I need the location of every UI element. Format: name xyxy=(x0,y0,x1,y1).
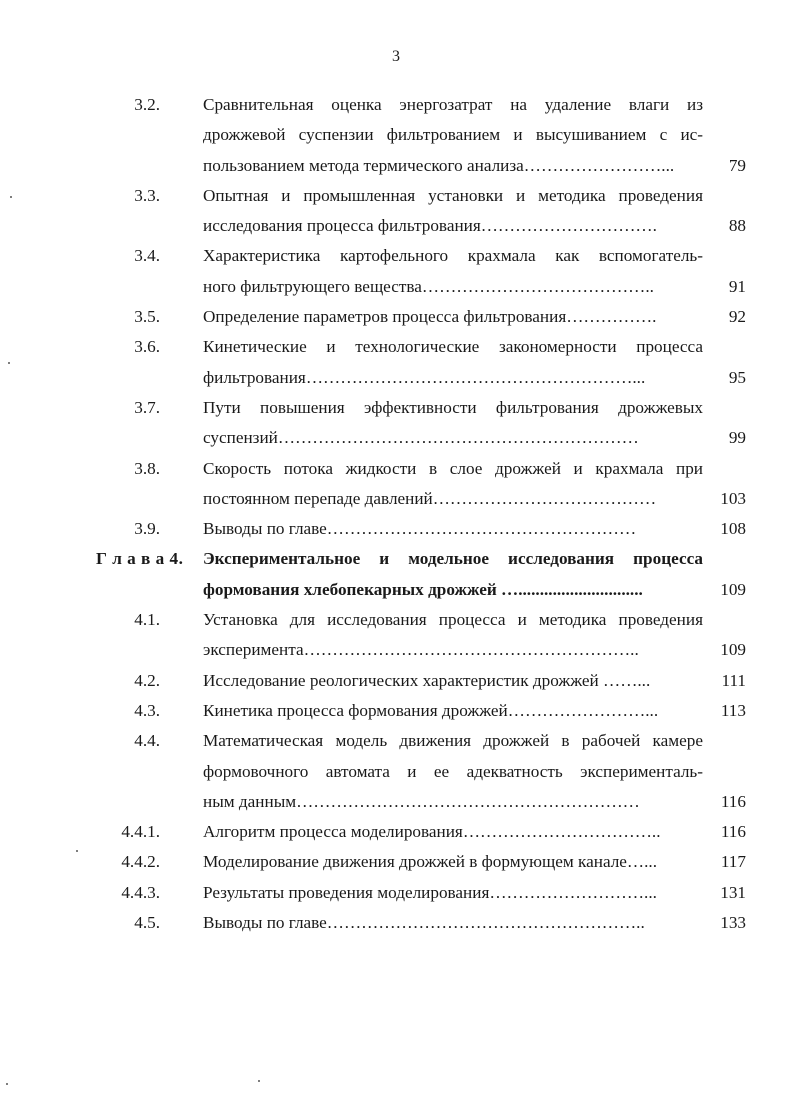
title-line: пользованием метода термического анализа……………………... xyxy=(203,155,675,175)
title-line: Кинетические и технологические закономерности процесса xyxy=(203,337,703,357)
scan-speck xyxy=(258,1080,260,1082)
title-line: эксперимента………………………………………………….. xyxy=(203,640,639,660)
section-number: 3.2. xyxy=(134,95,160,114)
section-number: 3.6. xyxy=(134,337,160,357)
scan-speck xyxy=(8,362,10,364)
section-title xyxy=(203,454,703,515)
title-line: формовочного автомата и ее адекватность эксперименталь- xyxy=(203,761,703,781)
section-number: 4.3. xyxy=(134,700,160,720)
section-title xyxy=(203,332,703,393)
page-ref: 79 xyxy=(728,155,746,175)
scan-speck xyxy=(6,1083,8,1085)
page-ref: 95 xyxy=(728,367,746,387)
page-ref: 131 xyxy=(720,882,746,902)
section-number: 3.3. xyxy=(134,185,160,205)
scan-speck xyxy=(10,196,12,198)
section-title xyxy=(203,181,703,242)
toc-entry xyxy=(0,514,792,544)
section-title xyxy=(203,878,703,908)
title-line: Математическая модель движения дрожжей в рабочей камере xyxy=(203,731,703,751)
title-line: Алгоритм процесса моделирования…………………………….. xyxy=(203,822,661,842)
section-title xyxy=(203,241,703,302)
page-ref: 99 xyxy=(728,428,746,448)
section-number: 4.4.2. xyxy=(121,852,160,872)
page-ref: 92 xyxy=(728,307,746,327)
section-title xyxy=(203,666,703,696)
title-line: Моделирование движения дрожжей в формующем канале…... xyxy=(203,852,658,872)
page-ref: 116 xyxy=(720,791,746,811)
section-number: 3.7. xyxy=(134,397,160,417)
toc-entry xyxy=(0,847,792,877)
title-line: Скорость потока жидкости в слое дрожжей и крахмала при xyxy=(203,458,703,478)
title-line: формования хлебопекарных дрожжей …............................. xyxy=(203,579,643,599)
section-number: 3.9. xyxy=(134,519,160,539)
page-ref: 133 xyxy=(720,913,746,933)
section-title xyxy=(203,544,703,605)
title-line: Исследование реологических характеристик дрожжей ……... xyxy=(203,670,651,690)
toc-entry xyxy=(0,878,792,908)
page-number: 3 xyxy=(392,48,400,65)
toc-entry xyxy=(0,332,792,393)
section-title xyxy=(203,605,703,666)
title-line: Результаты проведения моделирования………………………... xyxy=(203,882,657,902)
page-ref: 111 xyxy=(721,670,746,690)
title-line: ным данным…………………………………………………… xyxy=(203,791,640,811)
title-line: исследования процесса фильтрования…………………………. xyxy=(203,216,657,236)
toc-entry xyxy=(0,817,792,847)
page-ref: 103 xyxy=(720,488,746,508)
section-number: 4.4.1. xyxy=(121,822,160,842)
title-line: Определение параметров процесса фильтрования……………. xyxy=(203,307,657,327)
toc-entry xyxy=(0,908,792,938)
toc-entry xyxy=(0,696,792,726)
toc-entry xyxy=(0,90,792,181)
title-line: Выводы по главе……………………………………………… xyxy=(203,519,637,539)
section-title xyxy=(203,696,703,726)
page-ref: 117 xyxy=(720,852,746,872)
section-number: 4.1. xyxy=(134,610,160,630)
toc-entry xyxy=(0,544,792,605)
title-line: Опытная и промышленная установки и методика проведения xyxy=(203,185,703,205)
scan-speck xyxy=(76,850,78,852)
table-of-contents xyxy=(0,90,792,938)
section-title xyxy=(203,302,703,332)
title-line: Характеристика картофельного крахмала как вспомогатель- xyxy=(203,246,703,266)
section-title xyxy=(203,514,703,544)
title-line: ного фильтрующего вещества………………………………….. xyxy=(203,276,654,296)
title-line: Пути повышения эффективности фильтрования дрожжевых xyxy=(203,397,703,417)
page-ref: 116 xyxy=(720,822,746,842)
title-line: Экспериментальное и модельное исследования процесса xyxy=(203,549,703,569)
page-ref: 91 xyxy=(728,276,746,296)
section-number: 4.4. xyxy=(134,731,160,751)
section-number: 3.5. xyxy=(134,307,160,327)
page-ref: 109 xyxy=(720,579,746,599)
page-ref: 88 xyxy=(728,216,746,236)
toc-entry xyxy=(0,393,792,454)
title-line: Выводы по главе……………………………………………….. xyxy=(203,913,645,933)
section-number: 4.4.3. xyxy=(121,882,160,902)
section-title xyxy=(203,817,703,847)
page-ref: 109 xyxy=(720,640,746,660)
section-number: 3.4. xyxy=(134,246,160,266)
title-line: постоянном перепаде давлений………………………………… xyxy=(203,488,657,508)
toc-entry xyxy=(0,605,792,666)
section-title xyxy=(203,847,703,877)
title-line: дрожжевой суспензии фильтрованием и высушиванием с ис- xyxy=(203,125,703,145)
title-line: Сравнительная оценка энергозатрат на удаление влаги из xyxy=(203,95,703,114)
toc-entry xyxy=(0,726,792,817)
toc-entry xyxy=(0,181,792,242)
toc-entry xyxy=(0,454,792,515)
section-title xyxy=(203,90,703,181)
section-title xyxy=(203,908,703,938)
toc-entry xyxy=(0,666,792,696)
section-number: 4.2. xyxy=(134,670,160,690)
page-ref: 113 xyxy=(720,700,746,720)
toc-entry xyxy=(0,241,792,302)
section-number: 4.5. xyxy=(134,913,160,933)
title-line: Установка для исследования процесса и методика проведения xyxy=(203,610,703,630)
section-title xyxy=(203,726,703,817)
section-title xyxy=(203,393,703,454)
title-line: фильтрования…………………………………………………... xyxy=(203,367,646,387)
toc-entry xyxy=(0,302,792,332)
page-ref: 108 xyxy=(720,519,746,539)
chapter-label: Г л а в а 4. xyxy=(96,549,184,569)
section-number: 3.8. xyxy=(134,458,160,478)
title-line: Кинетика процесса формования дрожжей……………………... xyxy=(203,700,659,720)
title-line: суспензий……………………………………………………… xyxy=(203,428,639,448)
